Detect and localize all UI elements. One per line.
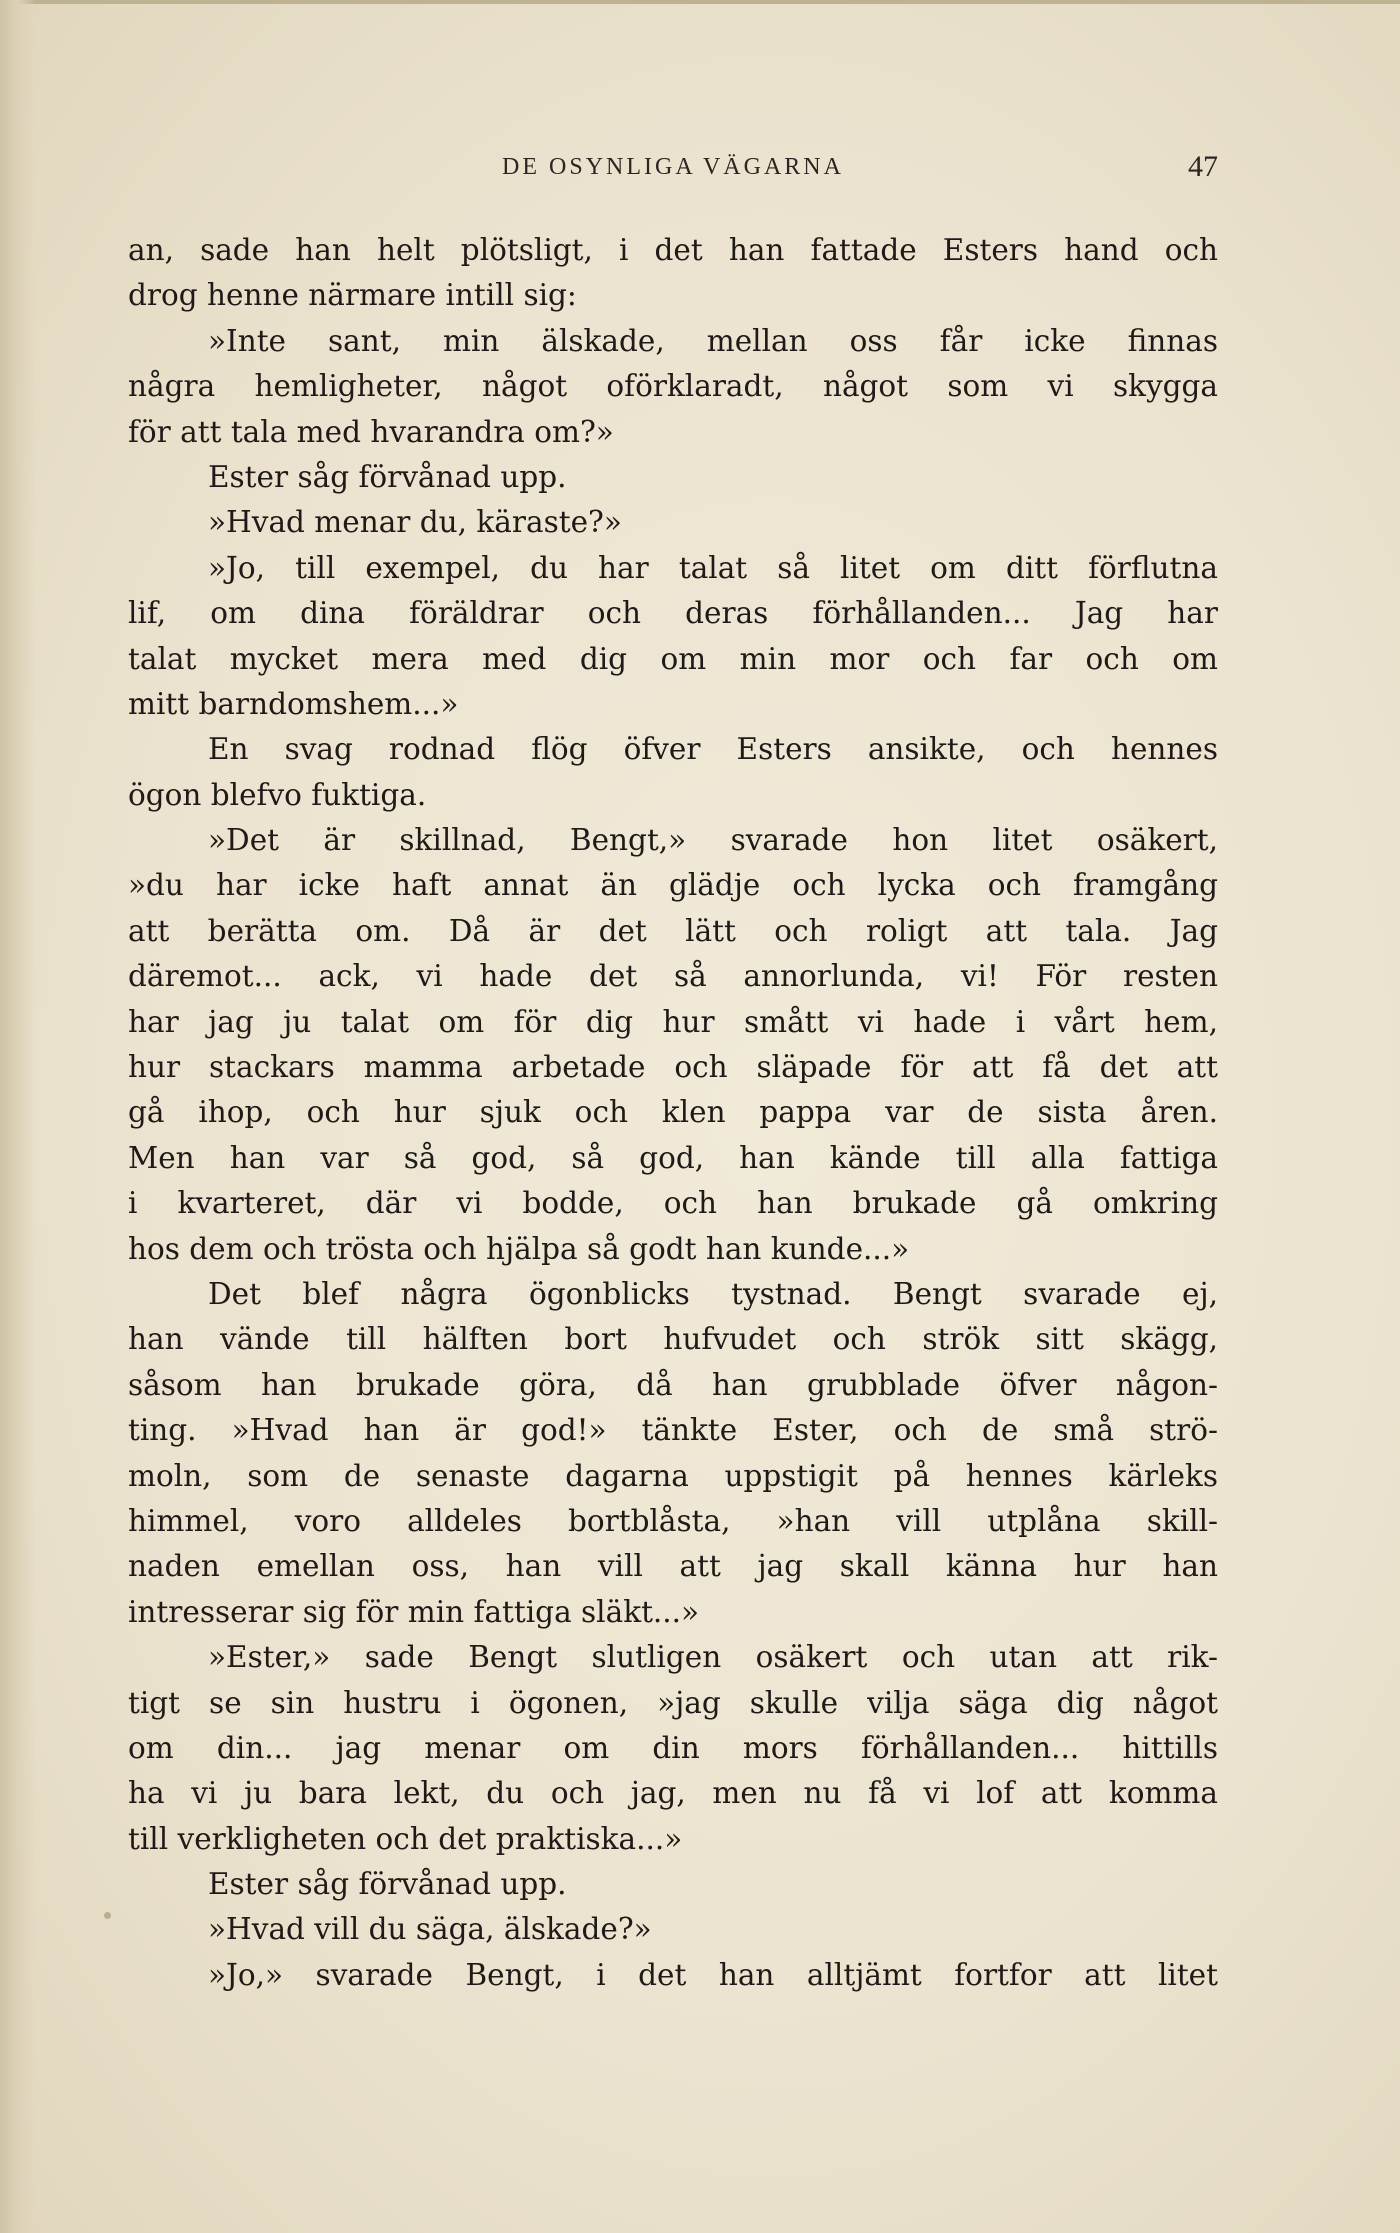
text-line: i kvarteret, där vi bodde, och han brukade gå omkring [128, 1186, 1218, 1221]
text-line: »Ester,» sade Bengt slutligen osäkert och utan att rik- [208, 1640, 1218, 1675]
text-line: Ester såg förvånad upp. [208, 1867, 567, 1902]
text-line: »Hvad vill du säga, älskade?» [208, 1912, 652, 1947]
text-line: talat mycket mera med dig om min mor och far och om [128, 641, 1218, 676]
text-line: »Jo, till exempel, du har talat så litet om ditt förflutna [208, 550, 1218, 585]
spine-shadow [0, 0, 36, 2233]
text-line: »Inte sant, min älskade, mellan oss får icke finnas [208, 323, 1218, 358]
body-text [128, 228, 1218, 1998]
text-line: En svag rodnad flög öfver Esters ansikte, och hennes [208, 732, 1218, 767]
text-line: han vände till hälften bort hufvudet och strök sitt skägg, [128, 1322, 1218, 1357]
text-line: »Hvad menar du, käraste?» [208, 505, 622, 540]
text-line: för att tala med hvarandra om?» [128, 414, 614, 449]
text-line: lif, om dina föräldrar och deras förhållanden... Jag har [128, 596, 1218, 631]
text-line: hur stackars mamma arbetade och släpade för att få det att [128, 1050, 1218, 1085]
text-line: ting. »Hvad han är god!» tänkte Ester, och de små strö- [128, 1413, 1218, 1448]
text-line: »Det är skillnad, Bengt,» svarade hon litet osäkert, [208, 823, 1218, 858]
text-line: att berätta om. Då är det lätt och roligt att tala. Jag [128, 913, 1218, 948]
text-line: Ester såg förvånad upp. [208, 459, 567, 494]
page-top-edge [0, 0, 1400, 4]
page-number: 47 [1188, 150, 1218, 183]
text-line: ögon blefvo fuktiga. [128, 777, 427, 812]
text-line: såsom han brukade göra, då han grubblade öfver någon- [128, 1367, 1218, 1402]
text-line: till verkligheten och det praktiska...» [128, 1821, 683, 1856]
text-line: hos dem och trösta och hjälpa så godt han kunde...» [128, 1231, 910, 1266]
text-line: Det blef några ögonblicks tystnad. Bengt svarade ej, [208, 1276, 1218, 1311]
running-title: DE OSYNLIGA VÄGARNA [502, 154, 844, 180]
text-line: tigt se sin hustru i ögonen, »jag skulle vilja säga dig något [128, 1685, 1218, 1720]
text-line: naden emellan oss, han vill att jag skall känna hur han [128, 1549, 1218, 1584]
running-header [128, 150, 1218, 190]
text-line: mitt barndomshem...» [128, 686, 459, 721]
text-line: himmel, voro alldeles bortblåsta, »han vill utplåna skill- [128, 1503, 1218, 1538]
text-line: några hemligheter, något oförklaradt, något som vi skygga [128, 369, 1218, 404]
text-line: drog henne närmare intill sig: [128, 278, 577, 313]
text-line: ha vi ju bara lekt, du och jag, men nu få vi lof att komma [128, 1776, 1218, 1811]
paper-speck [104, 1912, 111, 1919]
text-line: an, sade han helt plötsligt, i det han fattade Esters hand och [128, 233, 1218, 267]
text-line: intresserar sig för min fattiga släkt...» [128, 1594, 700, 1629]
text-line: »Jo,» svarade Bengt, i det han alltjämt fortfor att litet [208, 1957, 1218, 1992]
text-line: däremot... ack, vi hade det så annorlunda, vi! För resten [128, 959, 1218, 994]
text-line: Men han var så god, så god, han kände till alla fattiga [128, 1140, 1218, 1175]
text-line: om din... jag menar om din mors förhållanden... hittills [128, 1730, 1218, 1765]
text-line: gå ihop, och hur sjuk och klen pappa var de sista åren. [128, 1095, 1218, 1130]
text-line: moln, som de senaste dagarna uppstigit på hennes kärleks [128, 1458, 1218, 1493]
text-line: »du har icke haft annat än glädje och lycka och framgång [128, 868, 1218, 903]
text-line: har jag ju talat om för dig hur smått vi hade i vårt hem, [128, 1004, 1218, 1039]
